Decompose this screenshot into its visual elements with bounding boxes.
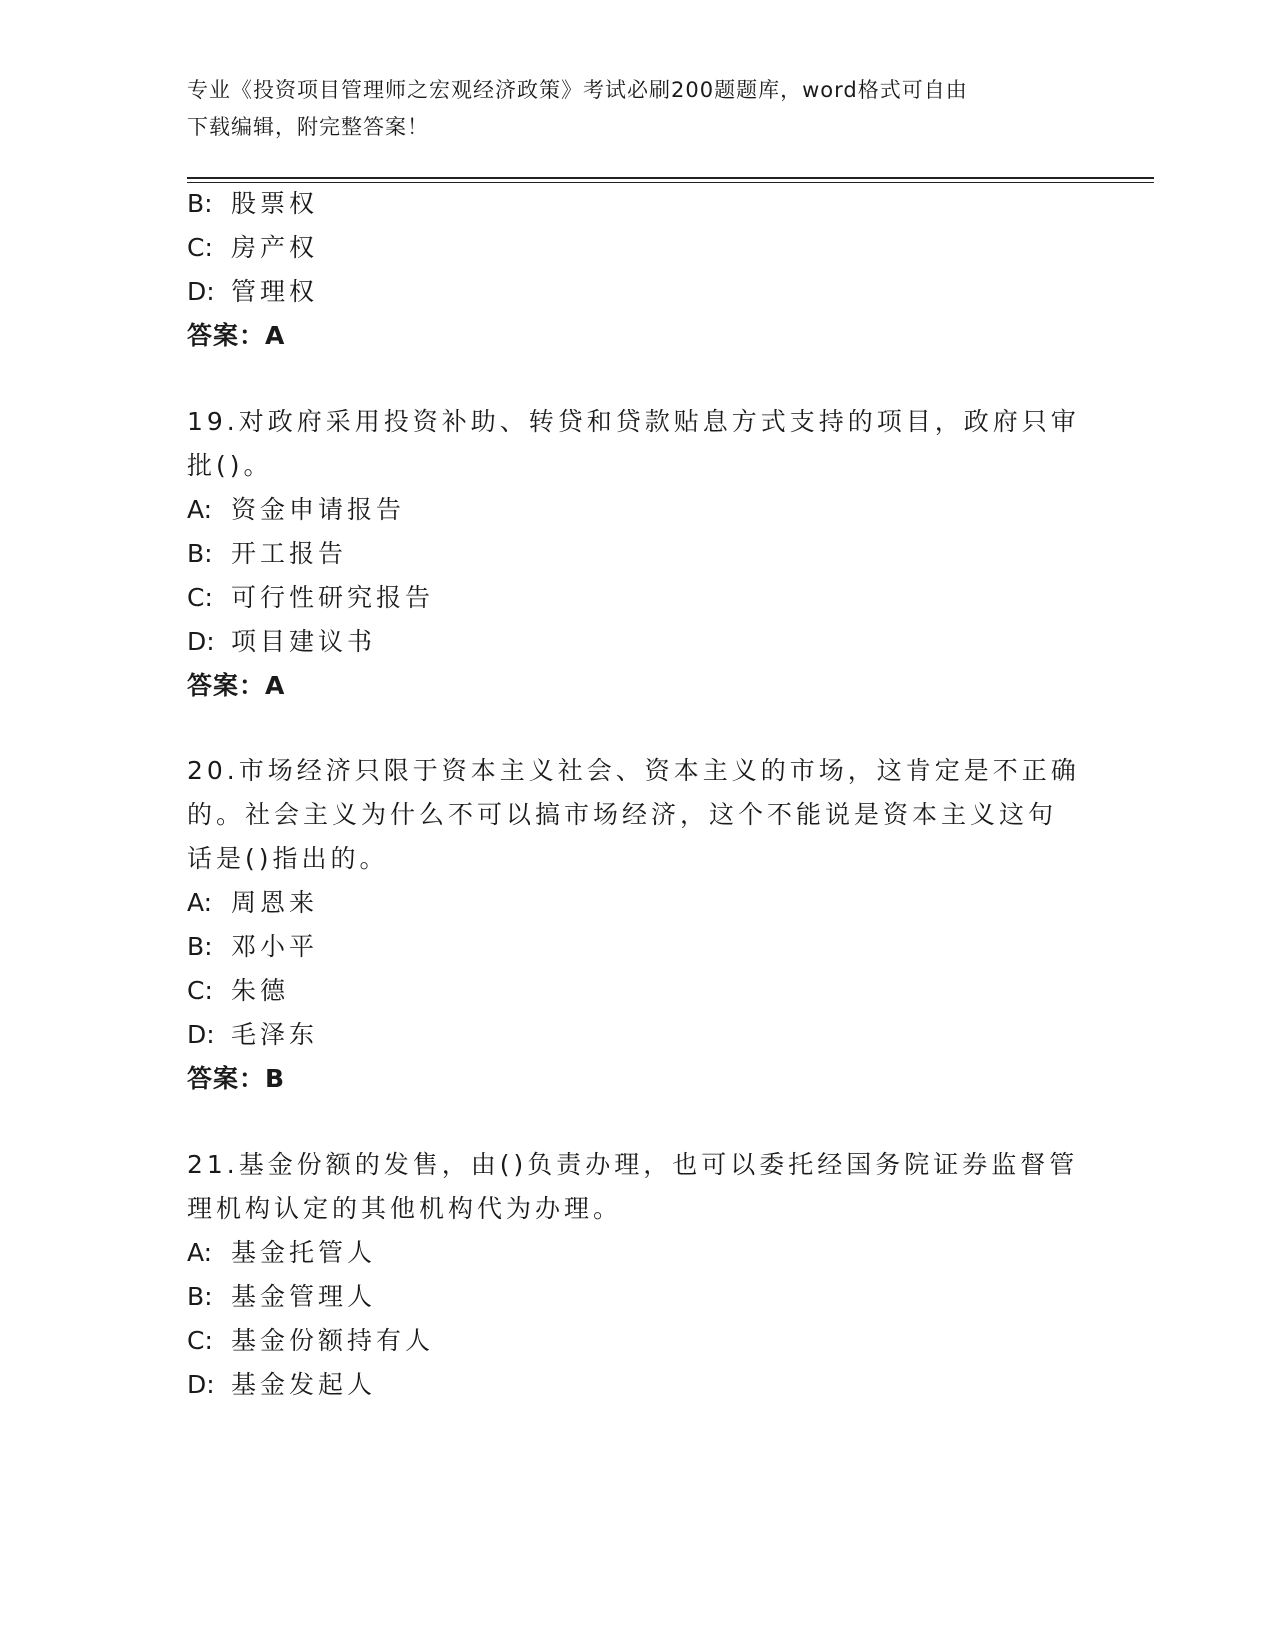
document-header [187, 72, 1087, 146]
question-19-text: 批()。 [187, 451, 273, 480]
option-c: C: 可行性研究报告 [187, 583, 435, 612]
option-d: D: 项目建议书 [187, 627, 377, 656]
answer-line: 答案：A [187, 671, 286, 700]
option-c: C: 房产权 [187, 233, 319, 262]
answer-line: 答案：B [187, 1064, 286, 1093]
option-b: B: 股票权 [187, 189, 319, 218]
option-d: D: 基金发起人 [187, 1370, 377, 1399]
option-b: B: 邓小平 [187, 932, 319, 961]
header-rule [187, 177, 1154, 179]
question-21-text: 21.基金份额的发售，由()负责办理，也可以委托经国务院证券监督管 [187, 1150, 1079, 1179]
option-d: D: 管理权 [187, 277, 319, 306]
question-20-text: 话是()指出的。 [187, 844, 389, 873]
option-b: B: 开工报告 [187, 539, 348, 568]
option-a: A: 周恩来 [187, 888, 319, 917]
option-a: A: 资金申请报告 [187, 495, 406, 524]
question-21-text: 理机构认定的其他机构代为办理。 [187, 1194, 623, 1223]
header-line: 下载编辑，附完整答案！ [187, 115, 429, 139]
option-c: C: 朱德 [187, 976, 290, 1005]
header-line: 专业《投资项目管理师之宏观经济政策》考试必刷200题题库，word格式可自由 [187, 78, 968, 102]
question-20-text: 的。社会主义为什么不可以搞市场经济，这个不能说是资本主义这句 [187, 800, 1058, 829]
option-c: C: 基金份额持有人 [187, 1326, 435, 1355]
option-d: D: 毛泽东 [187, 1020, 319, 1049]
header-rule-thin [187, 182, 1154, 183]
option-a: A: 基金托管人 [187, 1238, 377, 1267]
option-b: B: 基金管理人 [187, 1282, 377, 1311]
answer-line: 答案：A [187, 321, 286, 350]
question-20-text: 20.市场经济只限于资本主义社会、资本主义的市场，这肯定是不正确 [187, 756, 1080, 785]
question-19-text: 19.对政府采用投资补助、转贷和贷款贴息方式支持的项目，政府只审 [187, 407, 1080, 436]
